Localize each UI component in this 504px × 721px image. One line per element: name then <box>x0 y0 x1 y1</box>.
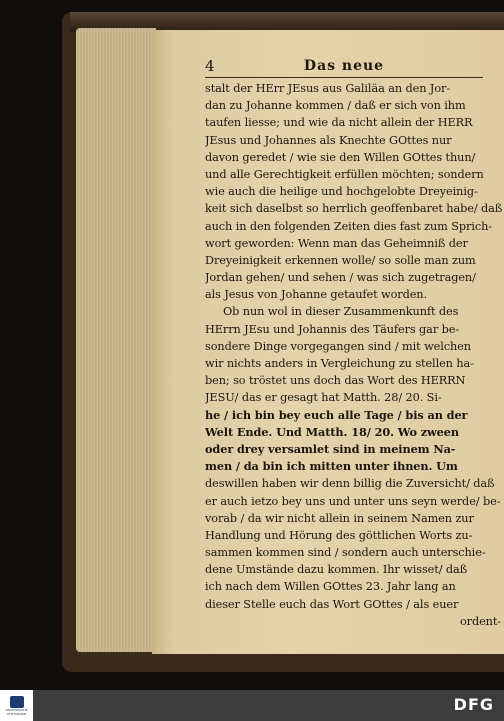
page-header <box>205 56 483 76</box>
text-line: JESU/ das er gesagt hat Matth. 28/ 20. Si- <box>205 391 442 405</box>
text-line: oder drey versamlet sind in meinem Na- <box>205 441 456 456</box>
text-line: wir nichts anders in Vergleichung zu stellen ha- <box>205 357 474 370</box>
text-line: Jordan gehen/ und sehen / was sich zugetragen/ <box>205 271 476 285</box>
text-line: stalt der HErr JEsus aus Galiläa an den Jor- <box>205 82 451 95</box>
text-line: wie auch die heilige und hochgelobte Dreyeinig- <box>205 185 478 199</box>
running-head: Das neue <box>303 58 385 74</box>
text-line: und alle Gerechtigkeit erfüllen möchten; sondern <box>205 167 484 181</box>
body-text <box>205 80 504 630</box>
text-line: auch in den folgenden Zeiten dies fast zum Sprich- <box>205 219 492 233</box>
text-line: davon geredet / wie sie den Willen GOttes thun/ <box>205 150 476 164</box>
page-edges <box>76 28 156 652</box>
dfg-logo[interactable]: DFG <box>453 695 494 714</box>
text-line: ordent- <box>459 614 501 628</box>
text-line: deswillen haben wir denn billig die Zuversicht/ daß <box>205 477 495 491</box>
text-line: sammen kommen sind / sondern auch unterschie- <box>205 546 486 560</box>
text-line: he / ich bin bey euch alle Tage / bis an der <box>205 407 468 422</box>
text-line: wort geworden: Wenn man das Geheimniß der <box>205 236 468 250</box>
text-line: ich nach dem Willen GOttes 23. Jahr lang an <box>205 580 456 594</box>
page-content <box>150 26 504 656</box>
library-logo[interactable] <box>0 690 33 721</box>
text-line: als Jesus von Johanne getaufet worden. <box>205 288 427 302</box>
text-line: men / da bin ich mitten unter ihnen. Um <box>205 459 458 474</box>
text-line: dene Umstände dazu kommen. Ihr wisset/ daß <box>205 563 468 577</box>
text-line: Handlung und Hörung des göttlichen Worts zu- <box>205 528 473 542</box>
text-line: keit sich daselbst so herrlich geoffenbaret habe/ daß <box>205 202 503 216</box>
text-line: dan zu Johanne kommen / daß er sich von ihm <box>205 99 466 113</box>
text-line: Welt Ende. Und Matth. 18/ 20. Wo zween <box>205 424 459 439</box>
library-logo-mark <box>10 696 24 708</box>
text-line: Ob nun wol in dieser Zusammenkunft des <box>223 305 459 319</box>
text-line: Dreyeinigkeit erkennen wolle/ so solle man zum <box>205 253 476 267</box>
library-logo-text: FRANCKESCHE STIFTUNGEN <box>5 707 28 716</box>
text-line: vorab / da wir nicht allein in seinem Namen zur <box>205 511 474 525</box>
text-line: taufen liesse; und wie da nicht allein der HERR <box>205 116 473 130</box>
header-rule <box>205 77 483 78</box>
text-line: HErrn JEsu und Johannis des Täufers gar be- <box>205 322 460 336</box>
text-line: sondere Dinge vorgegangen sind / mit welchen <box>205 339 471 353</box>
text-line: ben; so tröstet uns doch das Wort des HERRN <box>205 374 466 388</box>
text-line: dieser Stelle euch das Wort GOttes / als euer <box>205 597 459 611</box>
text-line: JEsus und Johannes als Knechte GOttes nur <box>205 133 452 147</box>
text-line: er auch ietzo bey uns und unter uns seyn werde/ be- <box>205 494 501 508</box>
page-number: 4 <box>205 57 215 75</box>
viewer-footer-bar <box>0 690 504 721</box>
